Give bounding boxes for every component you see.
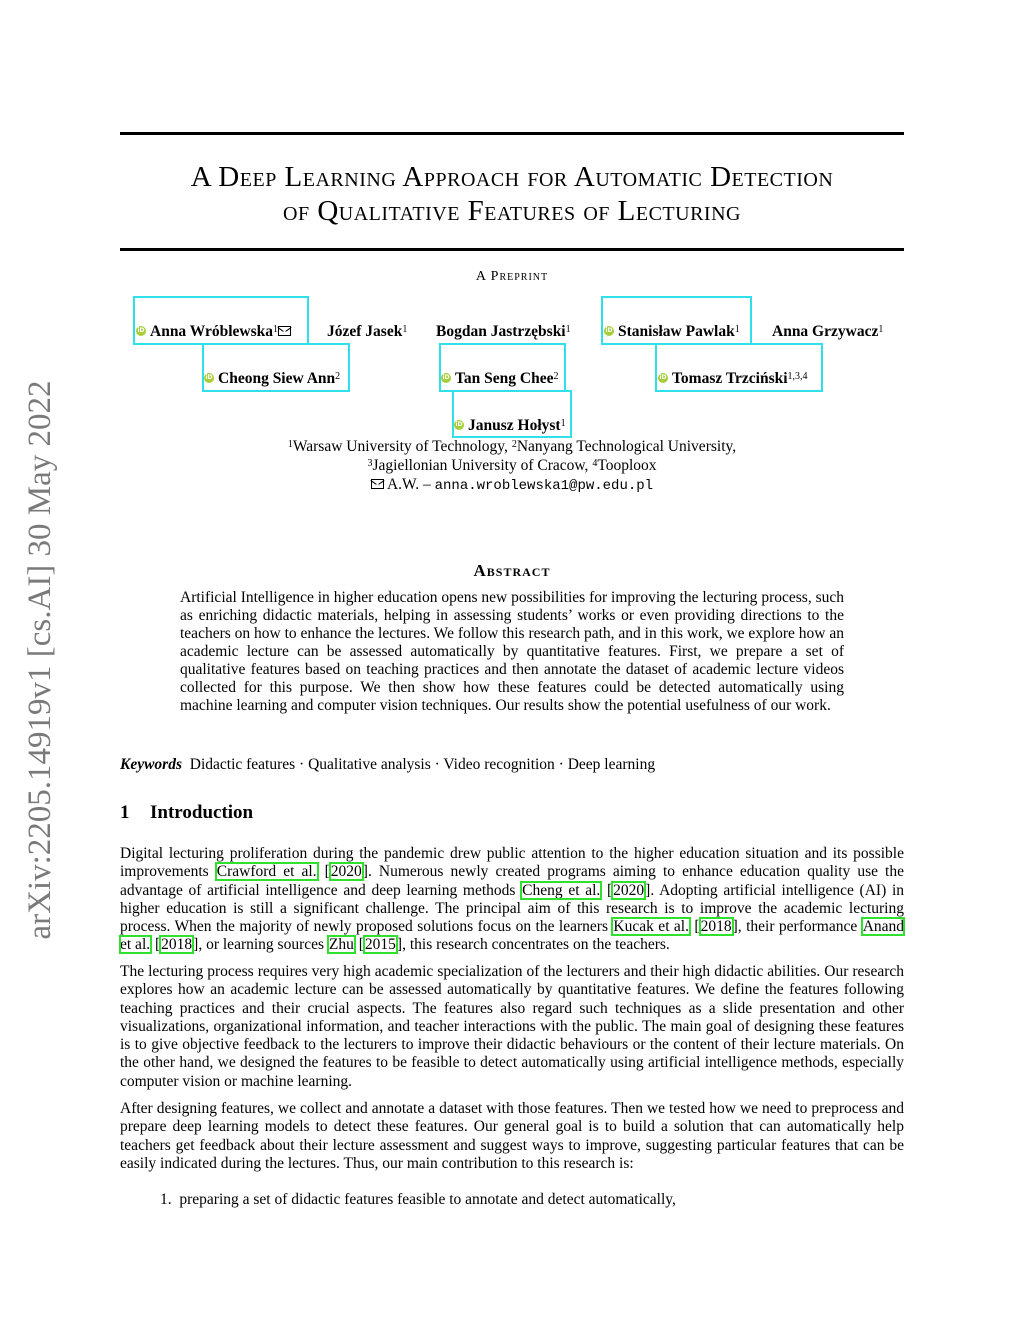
author-stanislaw-pawlak[interactable]: iD Stanisław Pawlak$^1$ bbox=[605, 323, 740, 340]
citation-link[interactable]: Cheng et al. bbox=[522, 881, 601, 899]
arxiv-identifier[interactable]: arXiv:2205.14919v1 [cs.AI] 30 May 2022 bbox=[22, 380, 58, 940]
orcid-icon[interactable]: iD bbox=[659, 374, 667, 382]
citation-year-link[interactable]: 2018 bbox=[700, 918, 732, 936]
author-janusz-holyst[interactable]: iD Janusz Hołyst$^1$ bbox=[455, 417, 566, 434]
abstract-text: Artificial Intelligence in higher education opens new possibilities for improving the lecturing process, such as enriching didactic materials, helping in assessing students’ works or even providing directions to the teachers on how to enhance the lectures. We follow this research path, and in this work, we explore how an academic lecture can be assessed automatically by quantitative features. First, we prepare a set of qualitative features based on teaching practices and then annotate the dataset of academic lecture videos collected for this purpose. We then show how these features could be detected automatically using machine learning and computer vision techniques. Our results show the potential usefulness of our work. bbox=[180, 589, 844, 714]
intro-paragraph-1: Digital lecturing proliferation during the pandemic drew public attention to the higher education situation and its possible improvements Crawford et al. [2020]. Numerous newly created programs aiming to enhance education quality use the advantage of artificial intelligence and deep learning methods Cheng et al. [2020]. Adopting artificial intelligence (AI) in higher education is still a significant challenge. The principal aim of this research is to improve the academic lecturing process. When the majority of newly proposed solutions focus on the learners Kucak et al. [2018], their performance Anand et al. [2018], or learning sources Zhu [2015], this research concentrates on the teachers. bbox=[120, 845, 905, 954]
author-cheong-siew-ann[interactable]: iD Cheong Siew Ann$^2$ bbox=[205, 370, 341, 387]
orcid-icon[interactable]: iD bbox=[205, 374, 213, 382]
author-anna-wroblewska[interactable]: iD Anna Wróblewska$^1$ bbox=[136, 322, 291, 342]
author-tomasz-trzcinski[interactable]: iD Tomasz Trzciński$^{1,3,4}$ bbox=[659, 370, 808, 387]
title-line-2: of Qualitative Features of Lecturing bbox=[283, 195, 741, 227]
orcid-icon[interactable]: iD bbox=[455, 421, 463, 429]
envelope-icon bbox=[371, 479, 384, 489]
abstract-heading: Abstract bbox=[473, 561, 551, 580]
affiliation-line-2: $^3$Jagiellonian University of Cracow, $^4$Tooploox bbox=[367, 457, 657, 474]
citation-year-link[interactable]: 2018 bbox=[161, 936, 193, 954]
keywords-text: Didactic features · Qualitative analysis · Video recognition · Deep learning bbox=[189, 756, 656, 773]
citation-link[interactable]: Crawford et al. bbox=[216, 863, 317, 881]
title-top-rule bbox=[120, 132, 904, 135]
section-heading-introduction: 1 Introduction bbox=[120, 802, 254, 823]
title-line-1: A Deep Learning Approach for Automatic Detection bbox=[190, 161, 834, 193]
list-item: 1. preparing a set of didactic features feasible to annotate and detect automatically, bbox=[160, 1191, 676, 1208]
author-anna-grzywacz: Anna Grzywacz$^1$ bbox=[772, 323, 884, 340]
citation-year-link[interactable]: 2015 bbox=[364, 936, 396, 954]
title-bottom-rule bbox=[120, 248, 904, 251]
citation-year-link[interactable]: 2020 bbox=[613, 881, 645, 899]
envelope-icon bbox=[278, 326, 291, 336]
orcid-icon[interactable]: iD bbox=[137, 327, 145, 335]
contact-email[interactable]: anna.wroblewska1@pw.edu.pl bbox=[434, 478, 654, 494]
author-tan-seng-chee[interactable]: iD Tan Seng Chee$^2$ bbox=[442, 370, 559, 387]
author-jozef-jasek: Józef Jasek$^1$ bbox=[327, 323, 408, 340]
author-bogdan-jastrzebski: Bogdan Jastrzębski$^1$ bbox=[436, 323, 571, 340]
citation-year-link[interactable]: 2020 bbox=[330, 863, 362, 881]
citation-link[interactable]: Kucak et al. bbox=[613, 918, 689, 936]
intro-paragraph-3: After designing features, we collect and annotate a dataset with those features. Then we tested how we need to preprocess and prepare deep learning models to detect these features. Our general goal is to build a solution that can automatically help teachers get feedback about their lecture assessment and suggest ways to improve, suggesting particular features that can be easily indicated during the lectures. Thus, our main contribution to this research is: bbox=[120, 1100, 904, 1172]
contact-line: A.W. – anna.wroblewska1@pw.edu.pl bbox=[120, 475, 904, 496]
preprint-label: A Preprint bbox=[475, 269, 549, 284]
paper-title bbox=[120, 160, 904, 228]
orcid-icon[interactable]: iD bbox=[605, 327, 613, 335]
keywords-label: Keywords bbox=[120, 756, 182, 773]
keywords-line bbox=[120, 756, 655, 774]
intro-paragraph-2: The lecturing process requires very high academic specialization of the lecturers and their high didactic abilities. Our research explores how an academic lecture can be assessed automatically by quantitative features. We define the features following teaching practices and their crucial aspects. The features also regard such techniques as a slide presentation and other visualizations, organizational information, and teacher interactions with the public. The main goal of designing these features is to give objective feedback to the lecturers to improve their didactic behaviours or the content of their lecture materials. On the other hand, we designed the features to be feasible to detect automatically using artificial intelligence methods, especially computer vision or machine learning. bbox=[120, 963, 904, 1090]
affiliation-line-1: $^1$Warsaw University of Technology, $^2$Nanyang Technological University, bbox=[287, 438, 737, 455]
orcid-icon[interactable]: iD bbox=[442, 374, 450, 382]
citation-link[interactable]: Zhu bbox=[328, 936, 354, 954]
citation-link[interactable]: Anand et al. bbox=[120, 918, 905, 954]
